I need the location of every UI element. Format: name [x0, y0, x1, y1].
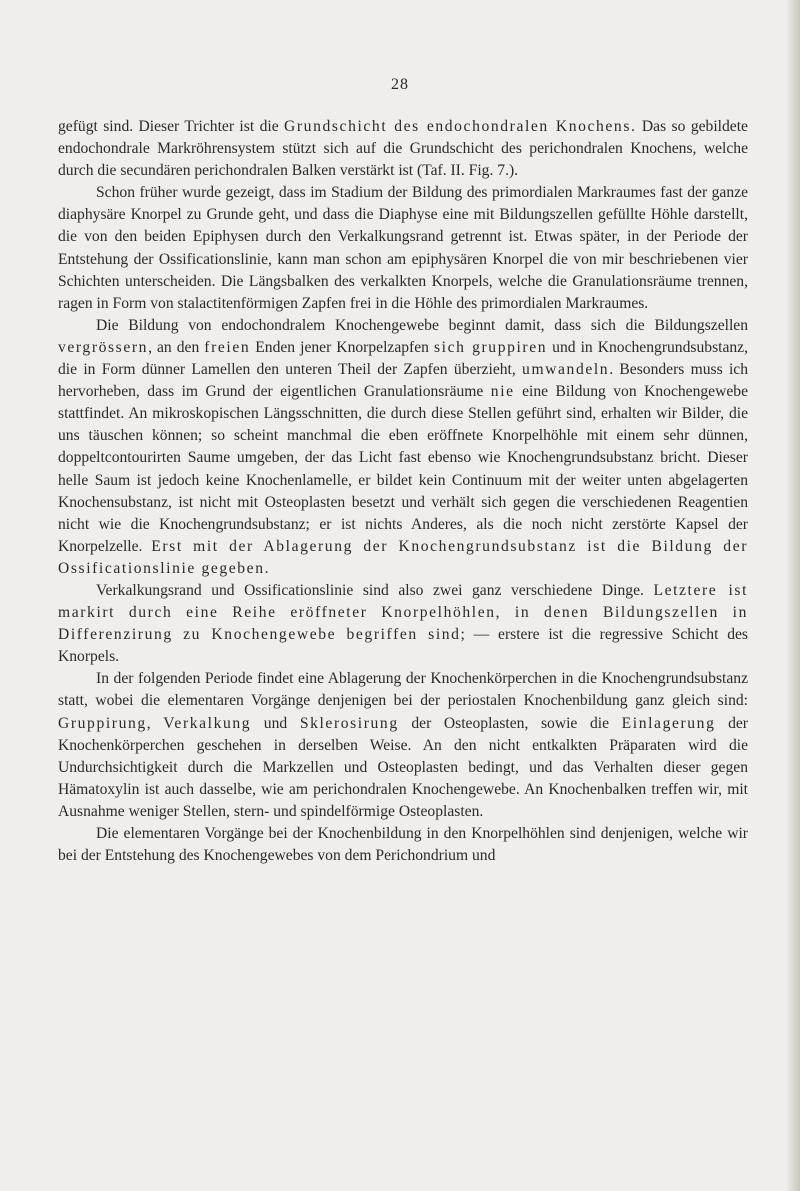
text-run: , — [146, 714, 164, 732]
emphasized-text: vergrössern — [58, 338, 149, 356]
emphasized-text: Grundschicht des endochondralen Knochens. — [284, 118, 637, 135]
body-text — [58, 116, 748, 867]
paragraph — [58, 668, 748, 823]
emphasized-text: sich gruppiren — [433, 338, 548, 356]
emphasized-text: freien — [204, 338, 251, 356]
text-run: der Knochenkörperchen geschehen in derselben Weise. An den nicht entkalkten Präparaten wird die Undurchsichtigkeit durch die Markzellen und Osteoplasten bedingt, und das Verhalten dieser gegen Hämatoxylin ist auch dasselbe, wie am perichondralen Knochengewebe. An Knochenbalken treffen wir, mit Ausnahme weniger Stellen, stern- und spindelförmige Osteoplasten. — [58, 714, 749, 820]
emphasized-text: Erst mit der Ablagerung der Knochengrundsubstanz ist die Bildung der Ossificationslinie gegeben. — [58, 537, 749, 577]
emphasized-text: umwandeln — [522, 361, 610, 379]
text-run: gefügt sind. Dieser Trichter ist die — [58, 118, 285, 135]
text-run: Das so gebildete endochondrale Markröhrensystem stützt sich auf die Grundschicht des perichondralen Knochens, welche durch die secundären perichondralen Balken verstärkt ist (Taf. II. Fig. 7.). — [58, 118, 748, 180]
text-run: eine Bildung von Knochengewebe stattfindet. An mikroskopischen Längsschnitten, die durch diese Stellen geführt sind, erhalten wir Bilder, die uns täuschen können; so scheint manchmal die eben eröffnete Knorpelhöhle mit einem sehr dünnen, doppeltcontourirten Saume umgeben, der das Licht fast ebenso wie Knochengrundsubstanz bricht. Dieser helle Saum ist jedoch keine Knochenlamelle, er bildet kein Continuum mit der weiter unten abgelagerten Knochensubstanz, ist nicht mit Osteoplasten besetzt und verhält sich gegen die verschiedenen Reagentien nicht wie die Knochengrundsubstanz; er ist nichts Anderes, als die noch nicht zerstörte Kapsel der Knorpelzelle. — [58, 383, 748, 555]
emphasized-text: Einlagerung — [621, 714, 716, 732]
text-run: Die Bildung von endochondralem Knochengewebe beginnt damit, dass sich die Bildungszellen — [96, 316, 748, 334]
emphasized-text: nie — [490, 383, 515, 401]
text-run: In der folgenden Periode findet eine Ablagerung der Knochenkörperchen in die Knochengrundsubstanz statt, wobei die elementaren Vorgänge denjenigen bei der periostalen Knochenbildung ganz gleich sind: — [58, 670, 748, 710]
text-run: und — [251, 714, 300, 732]
paragraph — [58, 182, 748, 315]
text-run: Schon früher wurde gezeigt, dass im Stadium der Bildung des primordialen Markraumes fast der ganze diaphysäre Knorpel zu Grunde geht, und dass die Diaphyse eine mit Bildungszellen gefüllte Höhle darstellt, die von den beiden Epiphysen durch den Verkalkungsrand getrennt ist. Etwas später, in der Periode der Entstehung der Ossificationslinie, kann man schon am epiphysären Knorpel die von mir beschriebenen vier Schichten unterscheiden. Die Längsbalken des verkalkten Knorpels, welche die Granulationsräume trennen, ragen in Form von stalactitenförmigen Zapfen frei in die Höhle des primordialen Markraumes. — [58, 184, 748, 312]
text-run: , an den — [148, 338, 205, 356]
text-run: ; — erstere ist die regressive Schicht des Knorpels. — [58, 626, 748, 666]
text-run: . Besonders muss ich hervorheben, dass im Grund der eigentlichen Granulationsräume — [58, 361, 748, 401]
emphasized-text: Gruppirung — [58, 714, 147, 732]
page-edge-shadow — [786, 0, 800, 1191]
text-run: Die elementaren Vorgänge bei der Knochenbildung in den Knorpelhöhlen sind denjenigen, welche wir bei der Entstehung des Knochengewebes von dem Perichondrium und — [58, 825, 748, 865]
text-run: der Osteoplasten, sowie die — [398, 714, 622, 732]
paragraph — [58, 116, 748, 182]
paragraph — [58, 580, 748, 668]
text-run: Enden jener Knorpelzapfen — [250, 338, 434, 356]
text-run: und in Knochengrundsubstanz, die in Form dünner Lamellen den unteren Theil der Zapfen überzieht, — [58, 338, 749, 379]
emphasized-text: Sklerosirung — [299, 714, 399, 732]
paragraph — [58, 315, 748, 580]
emphasized-text: Letztere ist markirt durch eine Reihe eröffneter Knorpelhöhlen, in denen Bildungszellen in Differenzirung zu Knochengewebe begriffen sind — [58, 581, 748, 644]
emphasized-text: Verkalkung — [163, 714, 252, 732]
page-number: 28 — [391, 76, 409, 93]
text-run: Verkalkungsrand und Ossificationslinie sind also zwei ganz verschiedene Dinge. — [96, 581, 654, 599]
paragraph — [58, 823, 748, 867]
